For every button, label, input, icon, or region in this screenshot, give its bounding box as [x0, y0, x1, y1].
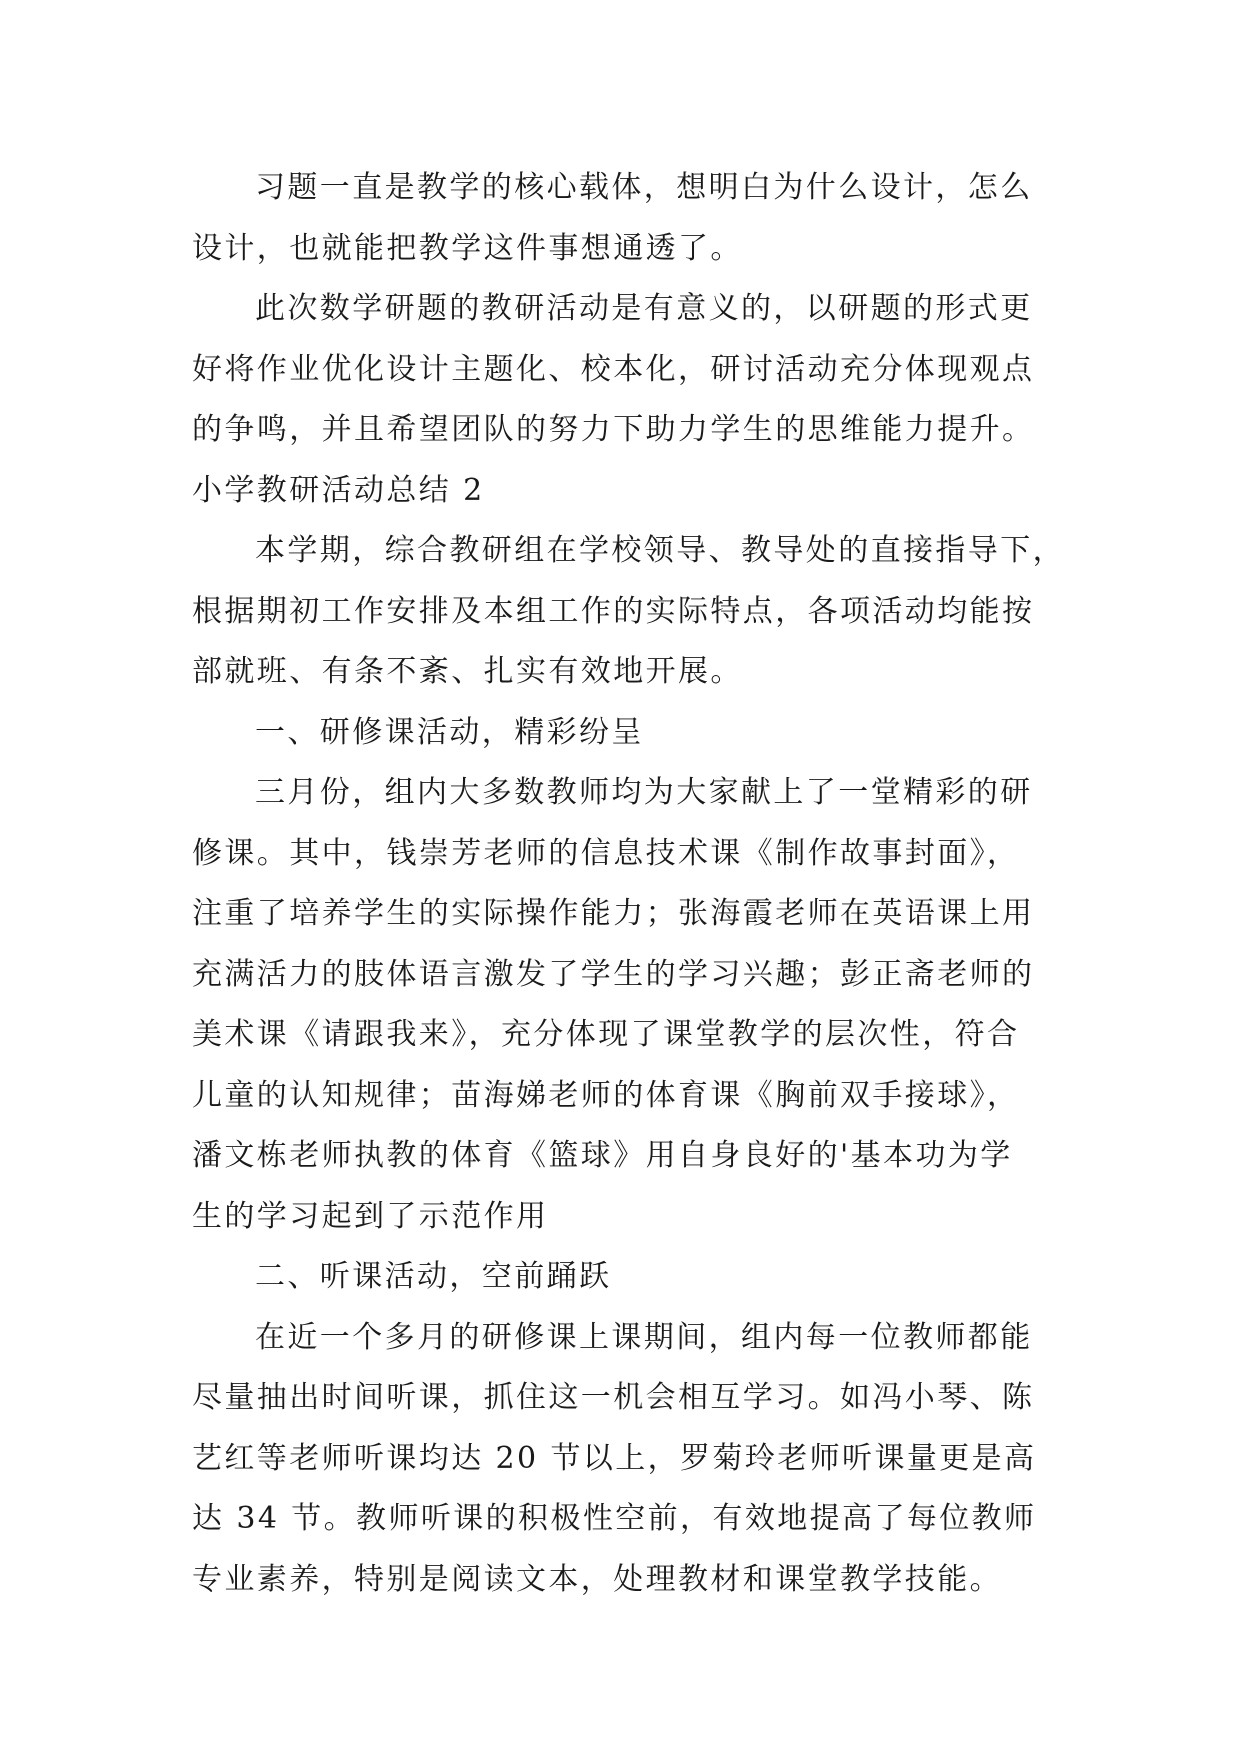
text-line: 习题一直是教学的核心载体，想明白为什么设计，怎么: [255, 170, 1033, 205]
text-line: 儿童的认知规律；苗海娣老师的体育课《胸前双手接球》，: [192, 1077, 1020, 1113]
text-line: 修课。其中，钱崇芳老师的信息技术课《制作故事封面》，: [192, 835, 1020, 871]
text-line: 此次数学研题的教研活动是有意义的，以研题的形式更: [255, 291, 1033, 326]
text-line: 小学教研活动总结 2: [192, 472, 485, 508]
text-line: 达 34 节。教师听课的积极性空前，有效地提高了每位教师: [192, 1501, 1037, 1536]
text-line: 充满活力的肢体语言激发了学生的学习兴趣；彭正斋老师的: [192, 956, 1035, 992]
text-line: 部就班、有条不紊、扎实有效地开展。: [192, 654, 743, 689]
text-line: 三月份，组内大多数教师均为大家献上了一堂精彩的研: [255, 775, 1033, 810]
text-line: 注重了培养学生的实际操作能力；张海霞老师在英语课上用: [192, 896, 1035, 931]
text-line: 生的学习起到了示范作用: [192, 1198, 549, 1234]
text-line: 专业素养，特别是阅读文本，处理教材和课堂教学技能。: [192, 1561, 1002, 1597]
text-line: 设计，也就能把教学这件事想通透了。: [192, 230, 743, 266]
text-line: 好将作业优化设计主题化、校本化，研讨活动充分体现观点: [192, 351, 1035, 387]
text-line: 二、听课活动，空前踊跃: [255, 1259, 612, 1294]
text-line: 艺红等老师听课均达 20 节以上，罗菊玲老师听课量更是高: [192, 1440, 1037, 1476]
text-line: 本学期，综合教研组在学校领导、教导处的直接指导下，: [255, 533, 1065, 568]
text-line: 一、研修课活动，精彩纷呈: [255, 714, 644, 750]
text-line: 潘文栋老师执教的体育《篮球》用自身良好的'基本功为学: [192, 1138, 1013, 1173]
text-line: 的争鸣，并且希望团队的努力下助力学生的思维能力提升。: [192, 412, 1035, 447]
text-line: 美术课《请跟我来》，充分体现了课堂教学的层次性，符合: [192, 1017, 1020, 1052]
text-line: 在近一个多月的研修课上课期间，组内每一位教师都能: [255, 1319, 1033, 1355]
text-line: 根据期初工作安排及本组工作的实际特点，各项活动均能按: [192, 593, 1035, 629]
text-line: 尽量抽出时间听课，抓住这一机会相互学习。如冯小琴、陈: [192, 1380, 1035, 1415]
document-body: [192, 158, 1072, 1610]
